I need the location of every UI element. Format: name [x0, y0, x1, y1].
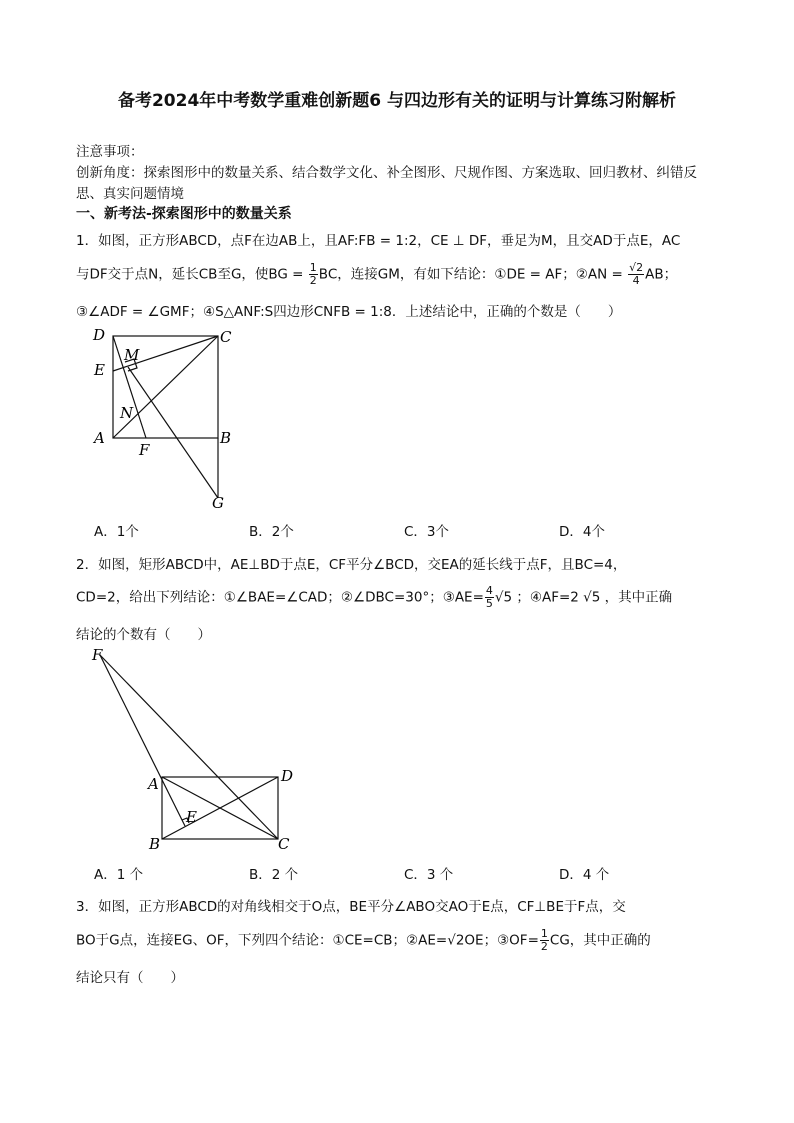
q2-option-b: B．2 个 [249, 867, 299, 883]
q2-figure [88, 644, 298, 854]
q1-line-1: 1．如图，正方形ABCD，点F在边AB上，且AF:FB = 1:2，CE ⊥ DF，垂足为M，且交AD于点E，AC [76, 233, 681, 249]
label-A: A [94, 429, 105, 447]
q2-line-3: 结论的个数有（ ） [76, 627, 211, 643]
label-C: C [220, 328, 232, 346]
notes-line-1: 创新角度：探索图形中的数量关系、结合数学文化、补全图形、尺规作图、方案选取、回归教材、纠错反 [76, 165, 697, 181]
q3-line-1: 3．如图，正方形ABCD的对角线相交于O点，BE平分∠ABO交AO于E点，CF⊥BE于F点，交 [76, 899, 626, 915]
label-M: M [124, 346, 140, 364]
label-N: N [120, 404, 134, 422]
page-title: 备考2024年中考数学重难创新题6 与四边形有关的证明与计算练习附解析 [117, 91, 677, 111]
label-C: C [278, 835, 290, 853]
label-A: A [148, 775, 159, 793]
q2-option-d: D．4 个 [559, 867, 610, 883]
q1-line-2: 与DF交于点N，延长CB至G，使BG = $\frac{1}{2}$ BC，连接GM，有如下结论：①DE = AF；②AN = $\frac{√2}{4}$ AB； [76, 261, 678, 287]
q2-option-c: C．3 个 [404, 867, 454, 883]
fraction-of: $\frac{1}{2}$ [540, 927, 548, 953]
fraction-bg: $\frac{1}{2}$ [309, 261, 317, 287]
q1-option-c: C．3个 [404, 524, 450, 540]
notes-line-2: 思、真实问题情境 [76, 186, 184, 202]
q2-line-2: CD=2，给出下列结论：①∠BAE=∠CAD；②∠DBC=30°；③AE= $\frac{4}{5}$ √5 ；④AF=2 √5 ，其中正确 [76, 584, 673, 610]
q2-option-a: A．1 个 [94, 867, 144, 883]
label-D: D [281, 767, 294, 785]
label-F: F [92, 646, 103, 664]
q1-option-d: D．4个 [559, 524, 605, 540]
label-D: D [93, 326, 106, 344]
q3-line-2: BO于G点，连接EG、OF，下列四个结论：①CE=CB；②AE=√2OE；③OF= $\frac{1}{2}$ CG，其中正确的 [76, 927, 651, 953]
label-B: B [149, 835, 161, 853]
q1-option-a: A．1个 [94, 524, 139, 540]
q3-line-3: 结论只有（ ） [76, 970, 184, 986]
fraction-ae: $\frac{4}{5}$ [485, 584, 493, 610]
label-E: E [186, 808, 197, 826]
q1-line-3: ③∠ADF = ∠GMF；④S△ANF:S四边形CNFB = 1:8．上述结论中，正确的个数是（ ） [76, 304, 622, 320]
section-title: 一、新考法-探索图形中的数量关系 [76, 206, 292, 222]
q2-line-1: 2．如图，矩形ABCD中，AE⊥BD于点E，CF平分∠BCD，交EA的延长线于点F，且BC=4， [76, 557, 627, 573]
label-E: E [94, 361, 105, 379]
label-G: G [212, 494, 224, 512]
fraction-an: $\frac{√2}{4}$ [629, 261, 644, 287]
q1-figure [88, 322, 248, 512]
q1-option-b: B．2个 [249, 524, 294, 540]
label-B: B [220, 429, 232, 447]
label-F: F [139, 441, 150, 459]
notes-heading: 注意事项： [76, 144, 144, 160]
